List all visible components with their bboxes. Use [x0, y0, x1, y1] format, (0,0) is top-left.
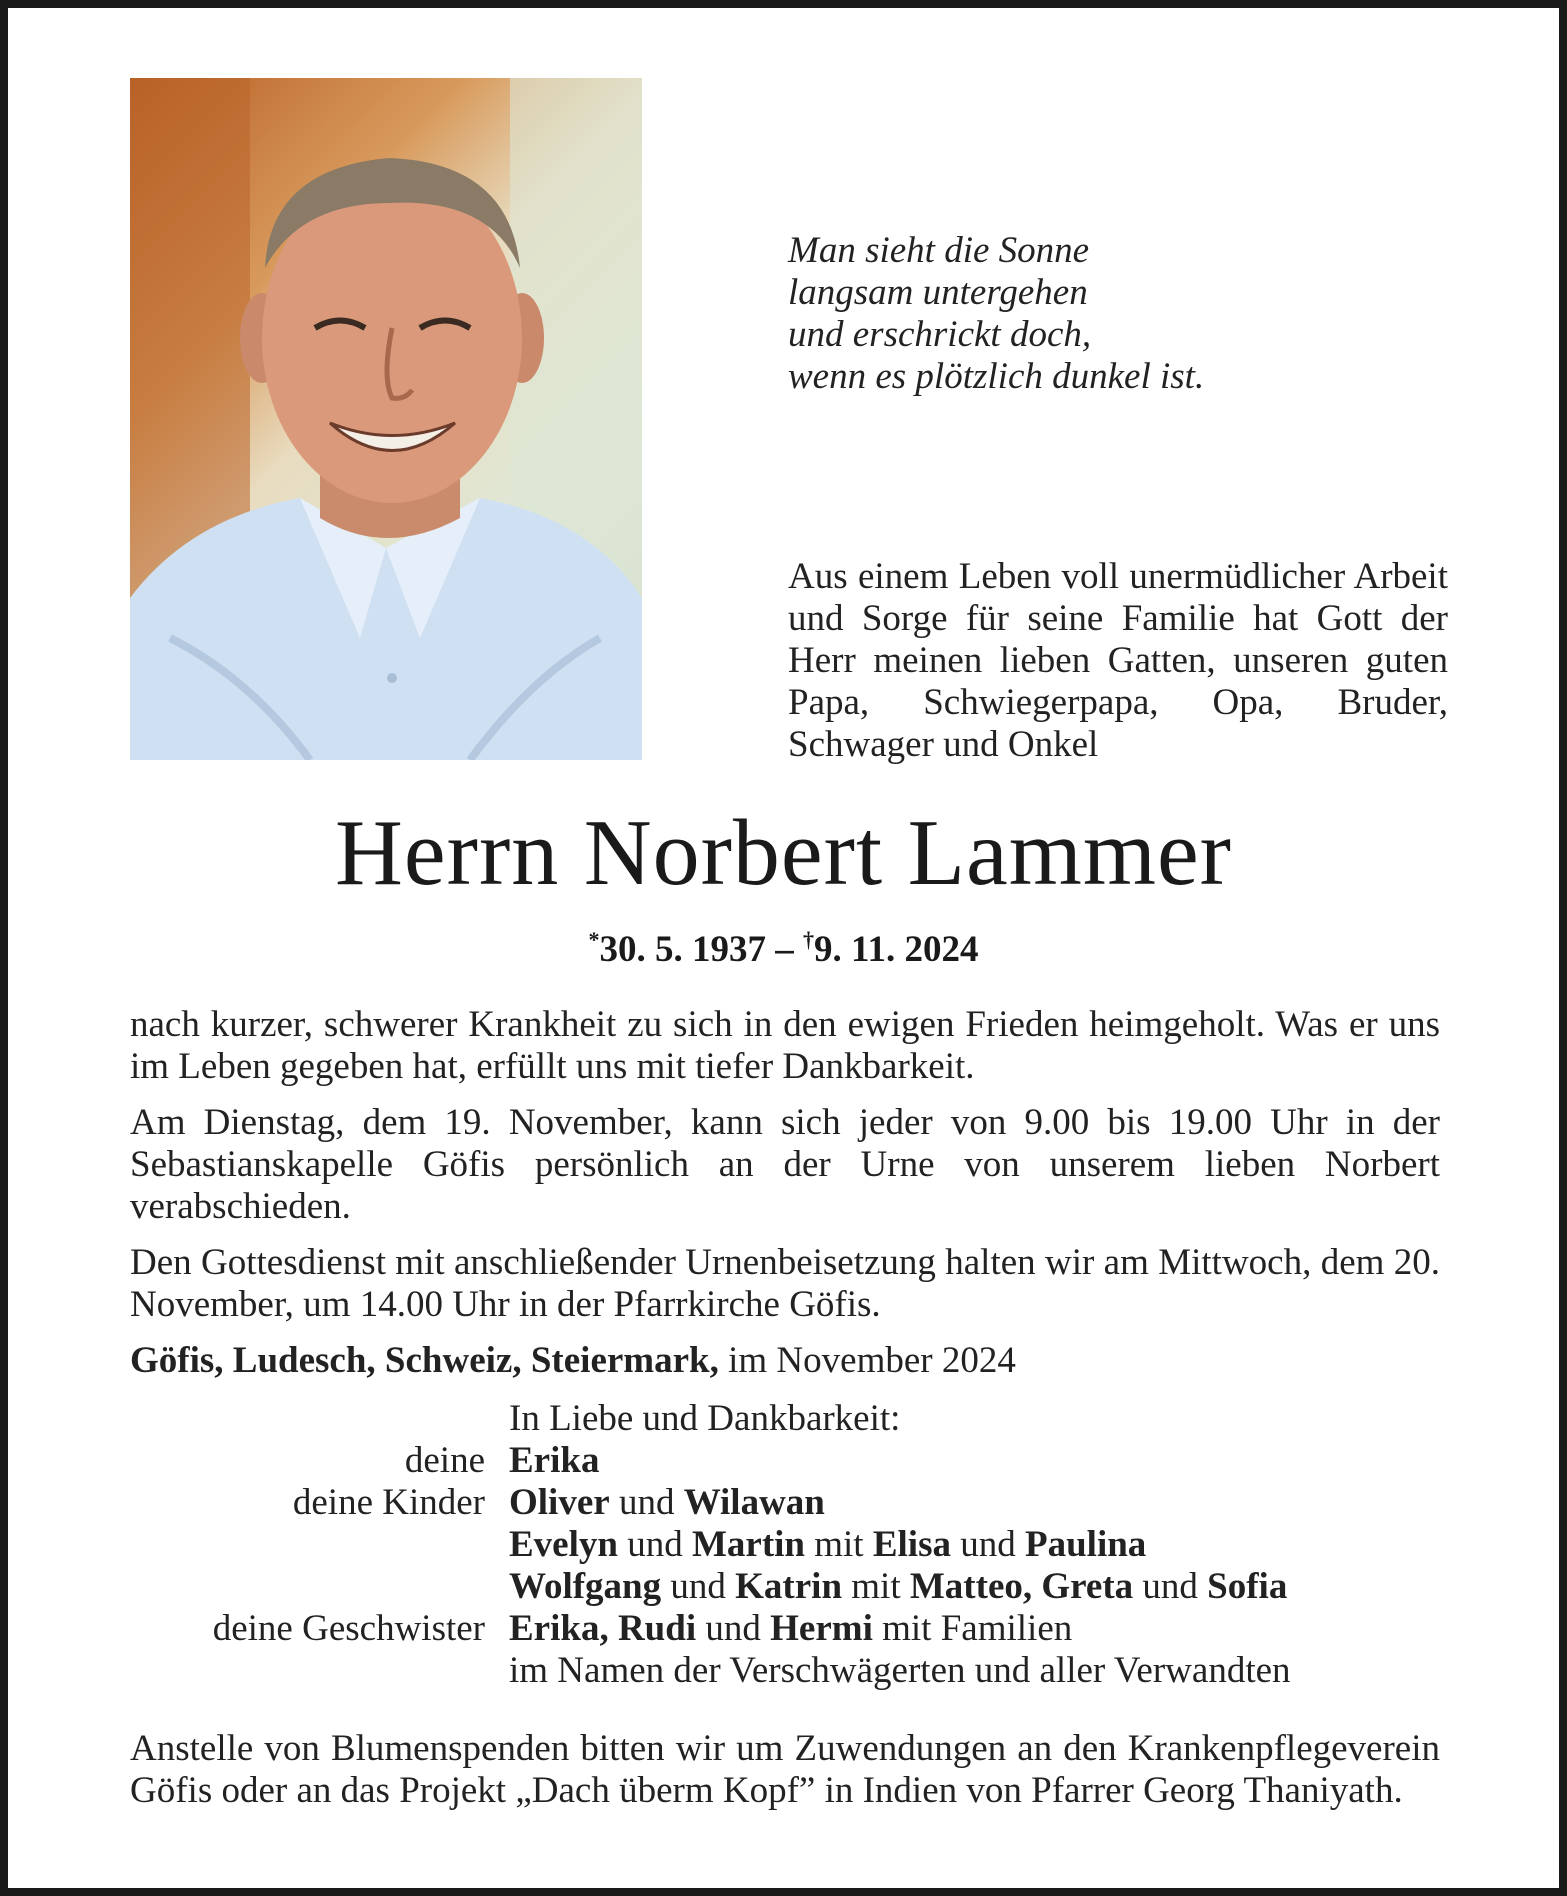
motto-line: langsam untergehen [788, 272, 1088, 313]
donation-note: Anstelle von Blumenspenden bitten wir um Zuwendungen an den Krankenpflegeverein Göfis oder an das Projekt „Dach überm Kopf” in Indien von Pfarrer Georg Thaniyath. [130, 1728, 1440, 1811]
person-name: Martin [691, 1524, 805, 1565]
places-date-line [130, 1340, 1440, 1382]
person-name: Sofia [1207, 1566, 1288, 1607]
portrait-illustration [130, 78, 642, 760]
person-name: Evelyn [509, 1524, 618, 1565]
relatives-line: im Namen der Verschwägerten und aller Verwandten [509, 1650, 1291, 1691]
life-dates [8, 918, 1559, 972]
child-row [509, 1524, 1440, 1566]
portrait-photo [130, 78, 642, 760]
family-label-empty [130, 1398, 485, 1440]
death-symbol: † [803, 927, 815, 952]
family-label-empty [130, 1650, 485, 1692]
children-label: deine Kinder [292, 1482, 485, 1523]
connector: und [696, 1608, 771, 1649]
family-label-empty [130, 1566, 485, 1608]
motto-poem [788, 230, 1204, 398]
places-date: im November 2024 [718, 1340, 1016, 1381]
connector: mit Familien [872, 1608, 1073, 1649]
person-name: Paulina [1024, 1524, 1147, 1565]
motto-line: wenn es plötzlich dunkel ist. [788, 356, 1205, 397]
person-name: Hermi [770, 1608, 873, 1649]
obituary-body [130, 1004, 1440, 1692]
person-name: Matteo, Greta [909, 1566, 1134, 1607]
deceased-name: Herrn Norbert Lammer [335, 801, 1232, 905]
obituary-page [8, 8, 1559, 1888]
motto-line: Man sieht die Sonne [788, 230, 1090, 271]
connector: mit [805, 1524, 873, 1565]
connector: und [661, 1566, 736, 1607]
paragraph-farewell: Am Dienstag, dem 19. November, kann sich jeder von 9.00 bis 19.00 Uhr in der Sebastianskapelle Göfis persönlich an der Urne von unserem lieben Norbert verabschieden. [130, 1102, 1440, 1227]
wife-name-text: Erika [509, 1440, 600, 1481]
siblings-label: deine Geschwister [212, 1608, 485, 1649]
person-name: Wilawan [683, 1482, 825, 1523]
person-name: Oliver [509, 1482, 610, 1523]
person-name: Erika, Rudi [509, 1608, 697, 1649]
connector: und [950, 1524, 1025, 1565]
motto-line: und erschrickt doch, [788, 314, 1092, 355]
intro-text: Aus einem Leben voll unermüdlicher Arbeit und Sorge für seine Familie hat Gott der Herr meinen lieben Gatten, unseren guten Papa, Schwiegerpapa, Opa, Bruder, Schwager und Onkel [788, 556, 1448, 765]
family-label-empty [130, 1524, 485, 1566]
places-names: Göfis, Ludesch, Schweiz, Steiermark, [130, 1340, 719, 1381]
child-row [509, 1482, 1440, 1524]
death-date: 9. 11. 2024 [814, 929, 979, 970]
birth-symbol: * [588, 927, 600, 952]
mourners-list [130, 1398, 1440, 1692]
person-name: Elisa [872, 1524, 951, 1565]
birth-date: 30. 5. 1937 [599, 929, 767, 970]
date-separator: – [775, 929, 794, 970]
person-name: Katrin [735, 1566, 843, 1607]
paragraph-service: Den Gottesdienst mit anschließender Urnenbeisetzung halten wir am Mittwoch, dem 20. November, um 14.00 Uhr in der Pfarrkirche Göfis. [130, 1242, 1440, 1325]
connector: mit [842, 1566, 910, 1607]
connector: und [1133, 1566, 1208, 1607]
paragraph-passing: nach kurzer, schwerer Krankheit zu sich in den ewigen Frieden heimgeholt. Was er uns im Leben gegeben hat, erfüllt uns mit tiefer Dankbarkeit. [130, 1004, 1440, 1087]
connector: und [609, 1482, 684, 1523]
wife-name [509, 1440, 1440, 1482]
person-name: Wolfgang [509, 1566, 662, 1607]
siblings-row [509, 1608, 1440, 1650]
child-row [509, 1566, 1440, 1608]
connector: und [617, 1524, 692, 1565]
family-intro: In Liebe und Dankbarkeit: [509, 1398, 901, 1439]
wife-label: deine [404, 1440, 485, 1481]
